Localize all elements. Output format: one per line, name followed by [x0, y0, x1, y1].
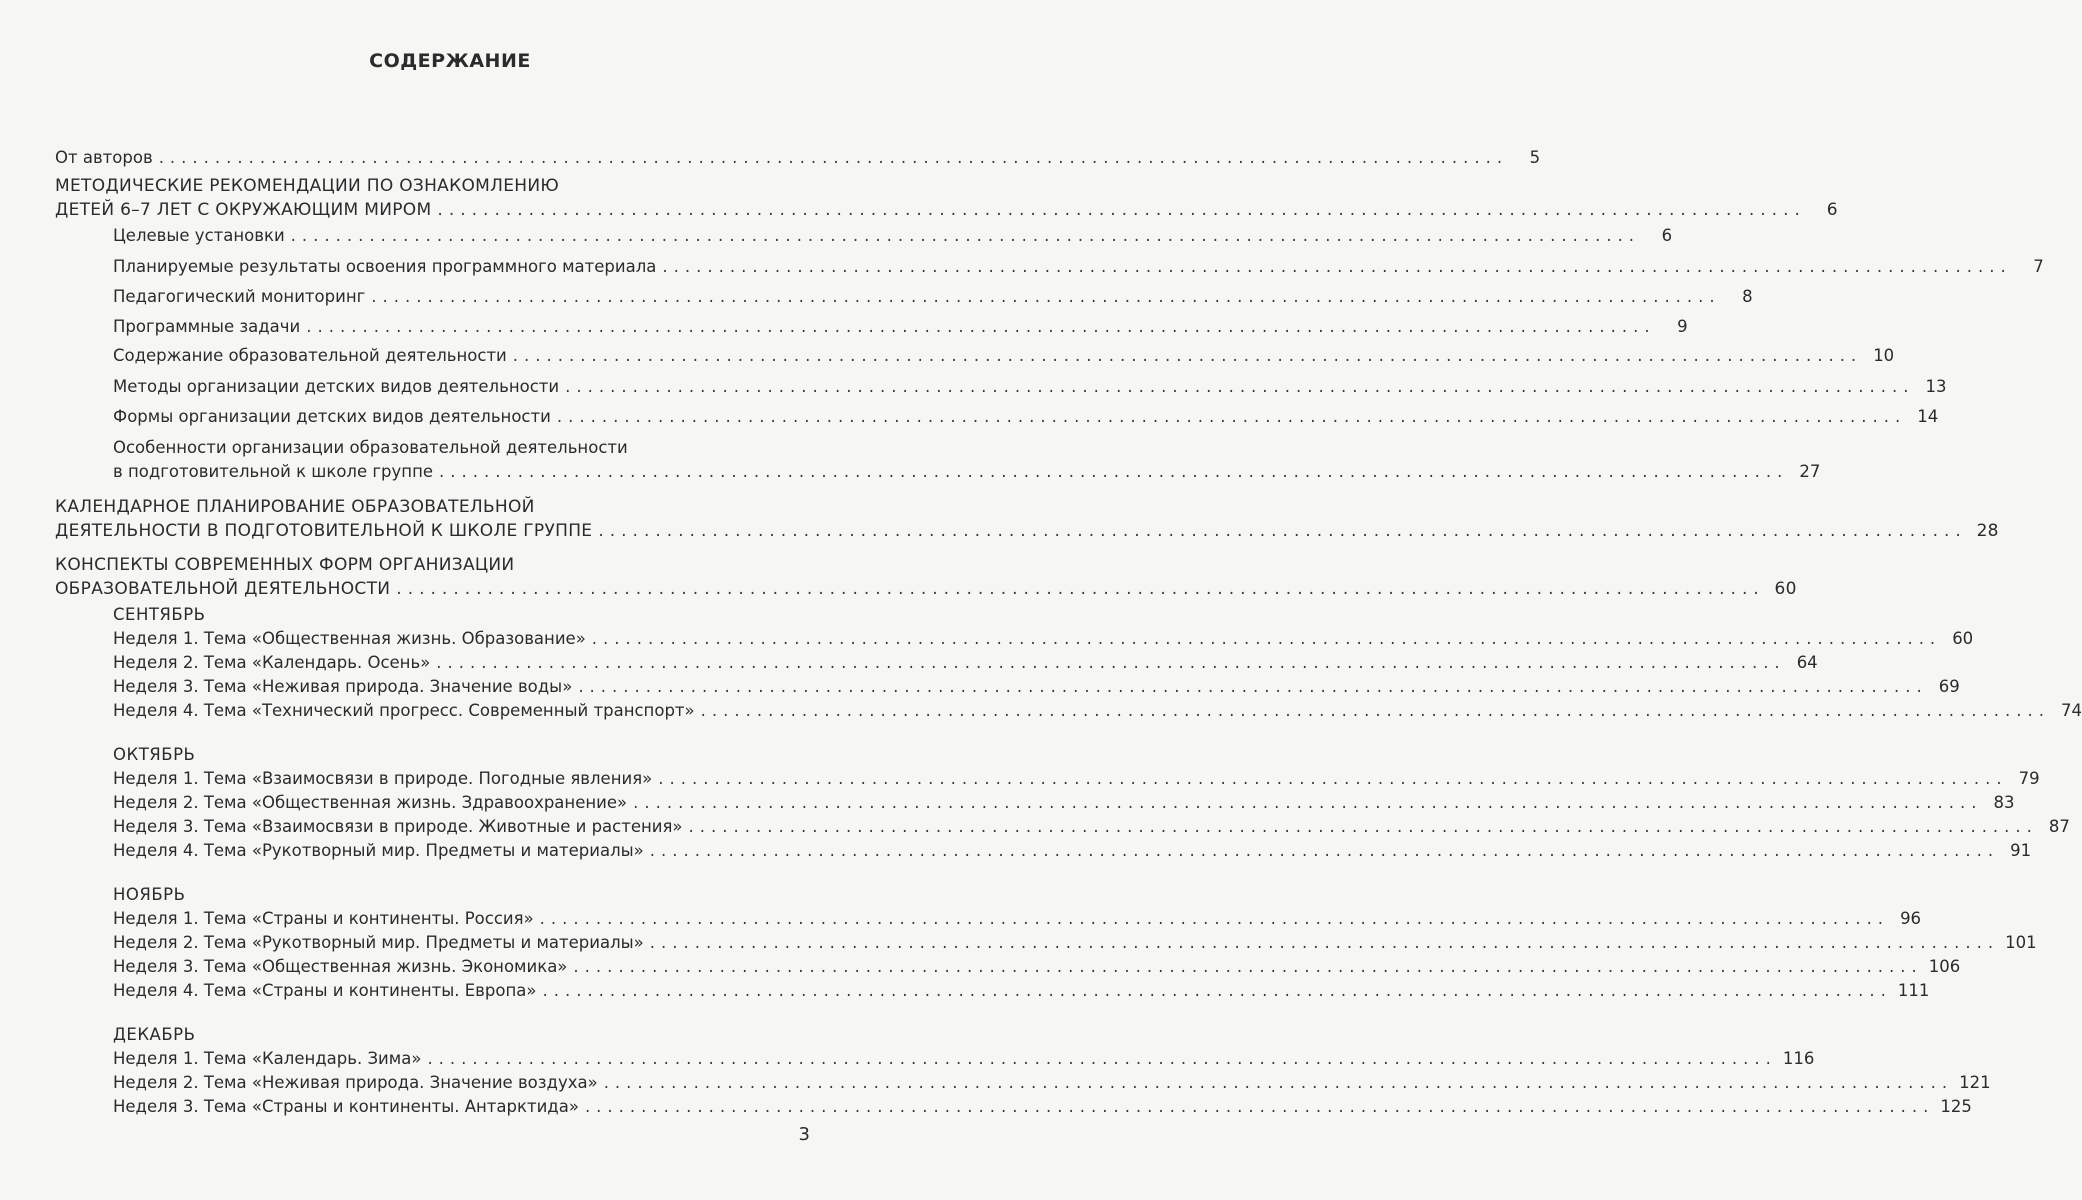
leader-dots: ........................................................................................................................ — [512, 346, 1863, 365]
toc-entry[interactable] — [113, 459, 1821, 485]
toc-page-number: 8 — [1742, 287, 1753, 306]
toc-page-number: 6 — [1826, 200, 1838, 220]
toc-entry-text: Неделя 3. Тема «Взаимосвязи в природе. Животные и растения» — [113, 817, 683, 836]
toc-entry[interactable] — [113, 978, 1930, 1004]
toc-page-number: 87 — [2048, 817, 2070, 836]
toc-page-number: 91 — [2010, 841, 2032, 860]
toc-entry[interactable] — [113, 374, 1947, 400]
toc-entry-text: Неделя 1. Тема «Страны и континенты. Россия» — [113, 909, 534, 928]
leader-dots: ........................................................................................................................ — [565, 377, 1915, 396]
toc-entry[interactable] — [113, 626, 1974, 652]
leader-dots: ........................................................................................................................ — [578, 677, 1928, 696]
leader-dots: ........................................................................................................................ — [542, 981, 1892, 1000]
toc-page-number: 5 — [1529, 148, 1541, 167]
toc-page-number: 13 — [1925, 377, 1947, 396]
toc-entry[interactable] — [113, 1094, 1972, 1120]
toc-page-number: 125 — [1940, 1097, 1972, 1116]
month-heading: ОКТЯБРЬ — [113, 745, 196, 764]
toc-page-number: 14 — [1917, 407, 1939, 426]
page-title: СОДЕРЖАНИЕ — [369, 50, 531, 72]
leader-dots: ........................................................................................................................ — [436, 653, 1786, 672]
toc-entry[interactable] — [113, 698, 2082, 724]
month-heading: ДЕКАБРЬ — [113, 1025, 196, 1044]
toc-entry-text: Неделя 1. Тема «Общественная жизнь. Образование» — [113, 629, 586, 648]
leader-dots: ........................................................................................................................ — [658, 769, 2008, 788]
toc-entry[interactable] — [55, 197, 1838, 223]
toc-entry[interactable] — [113, 766, 2040, 792]
toc-entry[interactable] — [55, 145, 1541, 171]
leader-dots: ........................................................................................................................ — [396, 579, 1765, 599]
toc-page-number: 79 — [2018, 769, 2040, 788]
toc-page-number: 111 — [1897, 981, 1930, 1000]
toc-entry-text: Педагогический мониторинг — [113, 287, 366, 306]
toc-entry-text: Неделя 3. Тема «Страны и континенты. Антарктида» — [113, 1097, 579, 1116]
toc-entry[interactable] — [113, 314, 1688, 340]
leader-dots: ........................................................................................................................ — [649, 841, 2000, 860]
toc-entry-text: Неделя 4. Тема «Технический прогресс. Современный транспорт» — [113, 701, 695, 720]
toc-entry-text: Программные задачи — [113, 317, 301, 336]
toc-entry-text: ДЕТЕЙ 6–7 ЛЕТ С ОКРУЖАЮЩИМ МИРОМ — [55, 200, 432, 220]
leader-dots: ........................................................................................................................ — [158, 148, 1509, 167]
leader-dots: ........................................................................................................................ — [439, 462, 1789, 481]
toc-entry-text: Целевые установки — [113, 226, 285, 245]
toc-entry-text: От авторов — [55, 148, 153, 167]
leader-dots: ........................................................................................................................ — [649, 933, 2000, 952]
toc-entry-text: Методы организации детских видов деятельности — [113, 377, 560, 396]
section-heading: КАЛЕНДАРНОЕ ПЛАНИРОВАНИЕ ОБРАЗОВАТЕЛЬНОЙ — [55, 497, 535, 517]
toc-entry[interactable] — [113, 906, 1922, 932]
toc-entry[interactable] — [113, 674, 1960, 700]
toc-page-number: 10 — [1873, 346, 1895, 365]
toc-page-number: 6 — [1661, 226, 1673, 245]
leader-dots: ........................................................................................................................ — [371, 287, 1721, 306]
toc-entry-text: Неделя 1. Тема «Календарь. Зима» — [113, 1049, 422, 1068]
toc-page-number: 7 — [2033, 257, 2044, 276]
toc-entry[interactable] — [113, 1046, 1815, 1072]
leader-dots: ........................................................................................................................ — [700, 701, 2051, 720]
toc-entry-text: Неделя 2. Тема «Календарь. Осень» — [113, 653, 431, 672]
toc-entry-text: Неделя 1. Тема «Взаимосвязи в природе. Погодные явления» — [113, 769, 653, 788]
toc-entry[interactable] — [55, 518, 1999, 544]
toc-entry[interactable] — [113, 1070, 1991, 1096]
toc-entry-text: Неделя 4. Тема «Страны и континенты. Европа» — [113, 981, 537, 1000]
toc-entry[interactable] — [113, 343, 1895, 369]
toc-entry[interactable] — [55, 576, 1797, 602]
toc-entry-text: Неделя 2. Тема «Общественная жизнь. Здравоохранение» — [113, 793, 628, 812]
toc-entry-text: Неделя 2. Тема «Неживая природа. Значение воздуха» — [113, 1073, 598, 1092]
toc-page-number: 64 — [1796, 653, 1818, 672]
section-heading: КОНСПЕКТЫ СОВРЕМЕННЫХ ФОРМ ОРГАНИЗАЦИИ — [55, 555, 515, 575]
toc-page-number: 69 — [1938, 677, 1960, 696]
toc-entry-text: в подготовительной к школе группе — [113, 462, 434, 481]
leader-dots: ........................................................................................................................ — [556, 407, 1907, 426]
leader-dots: ........................................................................................................................ — [539, 909, 1890, 928]
toc-page-number: 60 — [1774, 579, 1797, 599]
toc-entry[interactable] — [113, 930, 2037, 956]
leader-dots: ........................................................................................................................ — [573, 957, 1923, 976]
toc-entry[interactable] — [113, 284, 1753, 310]
toc-entry[interactable] — [113, 814, 2070, 840]
leader-dots: ........................................................................................................................ — [603, 1073, 1954, 1092]
toc-entry-text: Неделя 4. Тема «Рукотворный мир. Предметы и материалы» — [113, 841, 644, 860]
toc-page-number: 96 — [1900, 909, 1922, 928]
toc-entry[interactable] — [113, 254, 2044, 280]
toc-page-number: 121 — [1959, 1073, 1991, 1092]
toc-page-number: 74 — [2061, 701, 2082, 720]
leader-dots: ........................................................................................................................ — [427, 1049, 1777, 1068]
toc-entry[interactable] — [113, 223, 1673, 249]
leader-dots: ........................................................................................................................ — [662, 257, 2012, 276]
toc-entry-text: Особенности организации образовательной деятельности — [113, 438, 628, 457]
toc-entry-text: Формы организации детских видов деятельности — [113, 407, 551, 426]
toc-entry[interactable] — [113, 404, 1939, 430]
toc-entry-text: Неделя 3. Тема «Общественная жизнь. Экономика» — [113, 957, 568, 976]
toc-entry[interactable] — [113, 954, 1961, 980]
toc-page-number: 60 — [1952, 629, 1974, 648]
toc-page-number: 28 — [1976, 521, 1999, 541]
toc-entry[interactable] — [113, 790, 2015, 816]
toc-entry-text: Неделя 2. Тема «Рукотворный мир. Предметы и материалы» — [113, 933, 644, 952]
toc-page-number: 116 — [1782, 1049, 1815, 1068]
leader-dots: ........................................................................................................................ — [688, 817, 2038, 836]
month-heading: СЕНТЯБРЬ — [113, 605, 206, 624]
toc-entry-text: ОБРАЗОВАТЕЛЬНОЙ ДЕЯТЕЛЬНОСТИ — [55, 579, 391, 599]
leader-dots: ........................................................................................................................ — [437, 200, 1806, 220]
leader-dots: ........................................................................................................................ — [598, 521, 1967, 541]
toc-entry-text: ДЕЯТЕЛЬНОСТИ В ПОДГОТОВИТЕЛЬНОЙ К ШКОЛЕ ГРУППЕ — [55, 521, 593, 541]
toc-entry-text: Неделя 3. Тема «Неживая природа. Значение воды» — [113, 677, 573, 696]
toc-entry[interactable] — [113, 838, 2032, 864]
toc-page-number: 27 — [1799, 462, 1821, 481]
leader-dots: ........................................................................................................................ — [306, 317, 1656, 336]
toc-page-number: 106 — [1928, 957, 1961, 976]
toc-page-number: 83 — [1993, 793, 2015, 812]
page-number: 3 — [798, 1124, 810, 1145]
toc-page-number: 101 — [2005, 933, 2037, 952]
section-heading: МЕТОДИЧЕСКИЕ РЕКОМЕНДАЦИИ ПО ОЗНАКОМЛЕНИЮ — [55, 176, 560, 196]
leader-dots: ........................................................................................................................ — [584, 1097, 1935, 1116]
leader-dots: ........................................................................................................................ — [633, 793, 1983, 812]
month-heading: НОЯБРЬ — [113, 885, 186, 904]
leader-dots: ........................................................................................................................ — [591, 629, 1942, 648]
toc-page-number: 9 — [1677, 317, 1688, 336]
toc-entry-text: Планируемые результаты освоения программного материала — [113, 257, 657, 276]
toc-entry-text: Содержание образовательной деятельности — [113, 346, 507, 365]
toc-entry[interactable] — [113, 650, 1818, 676]
leader-dots: ........................................................................................................................ — [290, 226, 1641, 245]
